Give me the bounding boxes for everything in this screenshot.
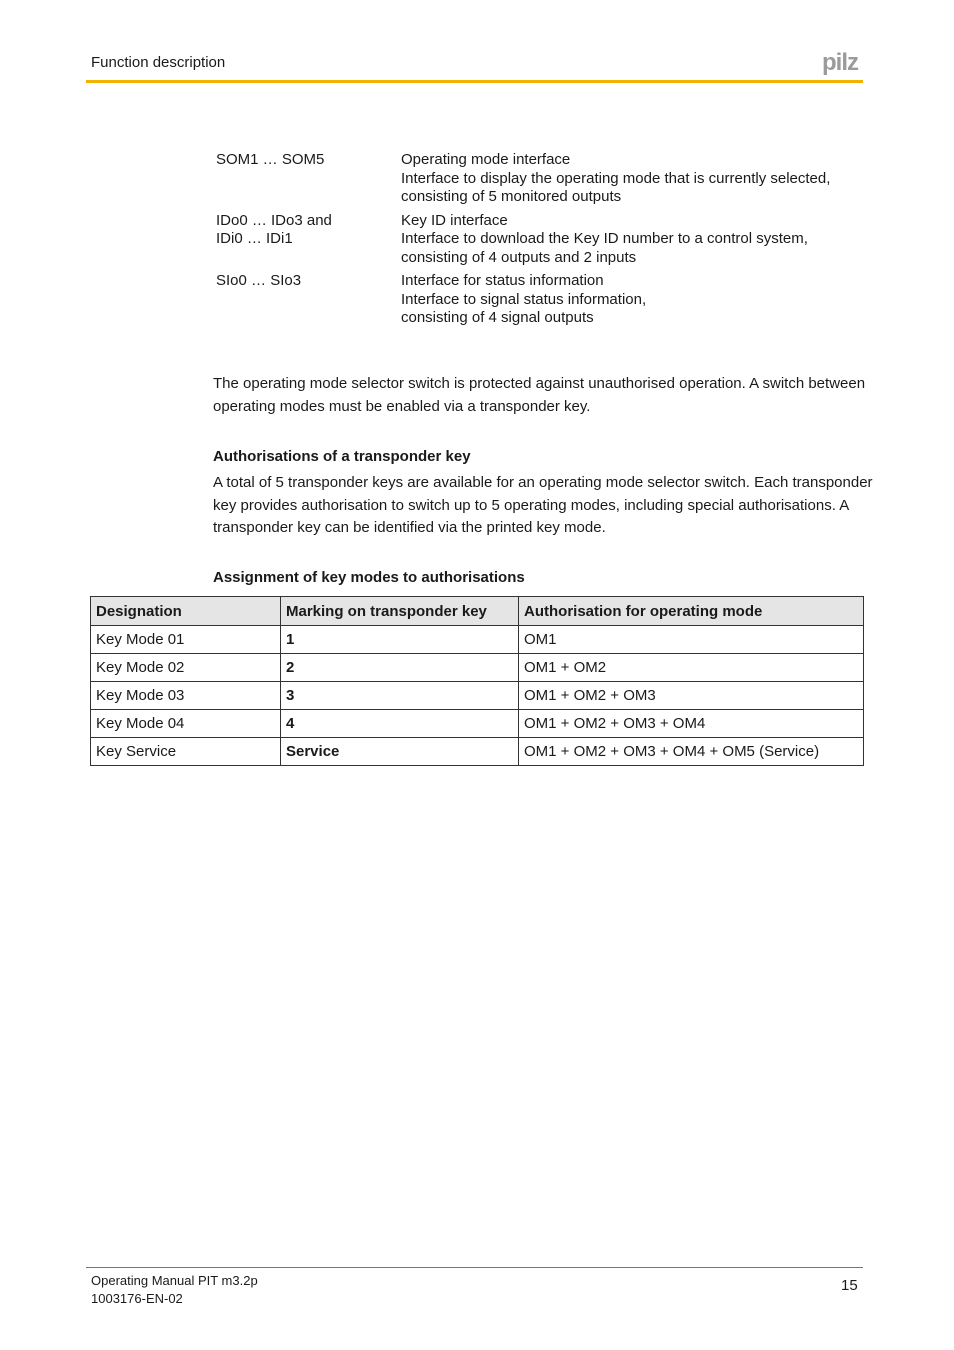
- header-divider: [86, 80, 863, 83]
- cell-authorisation: OM1 + OM2 + OM3 + OM4 + OM5 (Service): [519, 738, 864, 766]
- column-header-marking: Marking on transponder key: [281, 597, 519, 626]
- intro-paragraph: The operating mode selector switch is protected against unauthorised operation. A switch between operating modes must be enabled via a transponder key.: [213, 375, 866, 415]
- interface-row-som: [216, 151, 866, 207]
- cell-designation: Key Service: [91, 738, 281, 766]
- cell-marking: 4: [281, 710, 519, 738]
- cell-designation: Key Mode 04: [91, 710, 281, 738]
- interface-description: [401, 151, 866, 207]
- cell-marking: Service: [281, 738, 519, 766]
- authorisations-paragraph: A total of 5 transponder keys are available for an operating mode selector switch. Each transponder key provides authorisation to switch up to 5 operating modes, including special authorisations. A transponder key can be identified via the printed key mode.: [213, 474, 873, 536]
- footer-manual-title: Operating Manual PIT m3.2p: [91, 1273, 258, 1288]
- column-header-authorisation: Authorisation for operating mode: [519, 597, 864, 626]
- interface-text: consisting of 4 outputs and 2 inputs: [401, 248, 637, 266]
- interface-signals: SOM1 … SOM5: [216, 151, 325, 168]
- cell-authorisation: OM1 + OM2 + OM3 + OM4: [519, 710, 864, 738]
- interface-row-id: [216, 212, 866, 268]
- interface-text: Interface to download the Key ID number to a control system,: [401, 230, 808, 247]
- interface-title: Operating mode interface: [401, 151, 571, 168]
- key-mode-table: [90, 596, 864, 766]
- interface-title: Key ID interface: [401, 211, 508, 229]
- table-row: [91, 626, 864, 654]
- interface-text: consisting of 5 monitored outputs: [401, 188, 622, 205]
- interface-text: consisting of 4 signal outputs: [401, 309, 594, 326]
- cell-authorisation: OM1 + OM2 + OM3: [519, 682, 864, 710]
- table-header-row: [91, 597, 864, 626]
- interface-description: [401, 212, 866, 268]
- footer-divider: [86, 1267, 863, 1268]
- cell-marking: 3: [281, 682, 519, 710]
- interface-text: Interface to signal status information,: [401, 290, 647, 308]
- cell-marking: 2: [281, 654, 519, 682]
- interface-text: Interface to display the operating mode that is currently selected,: [401, 169, 831, 187]
- table-caption: Assignment of key modes to authorisations: [213, 569, 525, 586]
- footer-info: [91, 1272, 258, 1308]
- table-row: [91, 654, 864, 682]
- cell-designation: Key Mode 01: [91, 626, 281, 654]
- interface-signals: SIo0 … SIo3: [216, 272, 302, 289]
- table-row: [91, 738, 864, 766]
- column-header-designation: Designation: [91, 597, 281, 626]
- cell-designation: Key Mode 03: [91, 682, 281, 710]
- interface-description: [401, 272, 866, 328]
- page-number: 15: [841, 1277, 858, 1294]
- table-row: [91, 710, 864, 738]
- header-section-title: Function description: [91, 54, 226, 71]
- pilz-logo: pilz: [822, 49, 858, 76]
- authorisations-heading: Authorisations of a transponder key: [213, 448, 471, 465]
- footer-document-number: 1003176-EN-02: [91, 1291, 183, 1306]
- interface-title: Interface for status information: [401, 272, 604, 289]
- cell-marking: 1: [281, 626, 519, 654]
- interface-signals: IDo0 … IDo3 and IDi0 … IDi1: [216, 211, 332, 247]
- interface-list: [216, 151, 866, 333]
- table-row: [91, 682, 864, 710]
- cell-designation: Key Mode 02: [91, 654, 281, 682]
- cell-authorisation: OM1 + OM2: [519, 654, 864, 682]
- cell-authorisation: OM1: [519, 626, 864, 654]
- interface-row-si: [216, 272, 866, 328]
